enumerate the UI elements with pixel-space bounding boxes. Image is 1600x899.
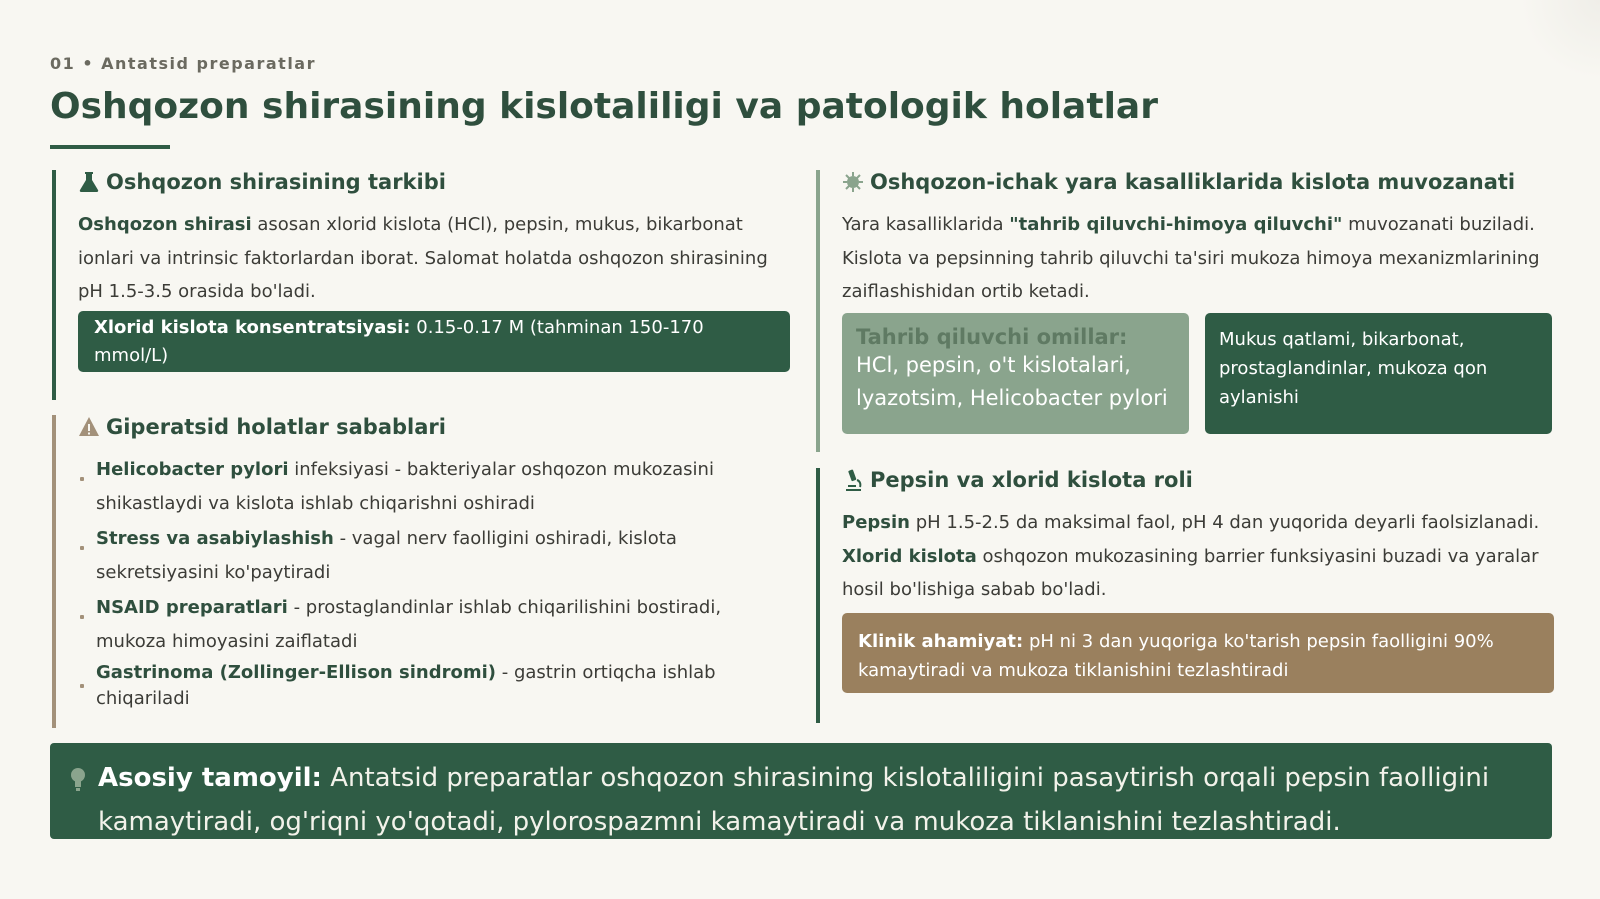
item-text: - vagal nerv faolligini oshiradi, kislota sekretsiyasini ko'paytiradi xyxy=(96,528,677,583)
item-text: - prostaglandinlar ishlab chiqarilishini bostiradi, mukoza himoyasini zaiflatadi xyxy=(96,597,722,652)
section-title: Oshqozon-ichak yara kasalliklarida kislota muvozanati xyxy=(870,170,1516,194)
section-ulcer-balance xyxy=(816,170,1582,452)
list-item xyxy=(78,591,776,658)
box-label: Klinik ahamiyat: xyxy=(858,630,1024,652)
lightbulb-icon xyxy=(70,763,86,789)
section-pepsin-role xyxy=(816,468,1582,723)
section-hyperacid-causes xyxy=(52,415,813,728)
box-value: pH ni 3 dan yuqoriga ko'tarish pepsin faolligini 90% kamaytiradi va mukoza tiklanishini tezlashtiradi xyxy=(858,630,1494,681)
section-title: Giperatsid holatlar sabablari xyxy=(106,415,446,439)
box-value: 0.15-0.17 M (tahminan 150-170 mmol/L) xyxy=(94,316,704,366)
title-underline xyxy=(50,145,170,149)
body-bold: Xlorid kislota xyxy=(842,545,977,567)
body-text: Yara kasalliklarida xyxy=(842,214,1010,235)
item-text: infeksiyasi - bakteriyalar oshqozon mukozasini shikastlaydi va kislota ishlab chiqarishni oshiradi xyxy=(96,459,714,514)
pepsin-text xyxy=(842,506,1572,607)
body-text: muvozanati buziladi. Kislota va pepsinning tahrib qiluvchi ta'siri mukoza himoya mexanizmlarining zaiflashishidan ortib ketadi. xyxy=(842,214,1540,302)
section-heading xyxy=(842,170,1582,194)
item-bold: Helicobacter pylori xyxy=(96,459,289,480)
box-label: Tahrib qiluvchi omillar: xyxy=(856,324,1128,349)
section-composition xyxy=(52,170,813,400)
item-text: - gastrin ortiqcha ishlab chiqariladi xyxy=(96,662,716,709)
section-heading xyxy=(78,170,813,194)
body-text: oshqozon mukozasining barrier funksiyasini buzadi va yaralar hosil bo'lishiga sabab bo'ladi. xyxy=(842,545,1539,600)
item-bold: Gastrinoma (Zollinger-Ellison sindromi) xyxy=(96,662,496,683)
section-heading xyxy=(842,468,1582,492)
lead-bold: Oshqozon shirasi xyxy=(78,214,252,235)
section-kicker: 01 • Antatsid preparatlar xyxy=(50,54,316,73)
principle-text: Antatsid preparatlar oshqozon shirasining kislotaliligini pasaytirish orqali pepsin faolligini kamaytiradi, og'riqni yo'qotadi, pylorospazmni kamaytiradi va mukoza tiklanishini tezlashtiradi. xyxy=(98,763,1490,837)
factor-boxes xyxy=(842,313,1582,434)
item-bold: Stress va asabiylashish xyxy=(96,528,334,549)
protective-factors-box: Mukus qatlami, bikarbonat, prostaglandinlar, mukoza qon aylanishi xyxy=(1205,313,1552,434)
section-title: Oshqozon shirasining tarkibi xyxy=(106,170,446,194)
box-label: Xlorid kislota konsentratsiyasi: xyxy=(94,316,411,338)
causes-list xyxy=(78,453,813,712)
hcl-concentration-box xyxy=(78,311,790,372)
list-item xyxy=(78,522,776,589)
body-text: asosan xlorid kislota (HCl), pepsin, mukus, bikarbonat ionlari va intrinsic faktorlardan iborat. Salomat holatda oshqozon shirasining pH 1.5-3.5 orasida bo'ladi. xyxy=(78,214,768,302)
damaging-factors-box xyxy=(842,313,1189,434)
warning-icon xyxy=(78,415,100,439)
section-heading xyxy=(78,415,813,439)
page-title: Oshqozon shirasining kislotaliligi va patologik holatlar xyxy=(50,86,1158,127)
principle-label: Asosiy tamoyil: xyxy=(98,763,322,793)
body-text: pH 1.5-2.5 da maksimal faol, pH 4 dan yuqorida deyarli faolsizlanadi. xyxy=(909,512,1540,533)
box-value: HCl, pepsin, o't kislotalari, lyazotsim, Helicobacter pylori xyxy=(856,352,1168,410)
corner-decoration xyxy=(1520,0,1600,80)
flask-icon xyxy=(78,170,100,194)
virus-icon xyxy=(842,170,864,194)
composition-text xyxy=(78,208,798,309)
list-item xyxy=(78,453,776,520)
clinical-significance-box xyxy=(842,613,1554,693)
item-bold: NSAID preparatlari xyxy=(96,597,288,618)
list-item xyxy=(78,660,776,712)
body-bold: Pepsin xyxy=(842,512,910,533)
ulcer-text xyxy=(842,208,1562,309)
key-principle-banner xyxy=(50,743,1552,839)
microscope-icon xyxy=(842,468,864,492)
section-title: Pepsin va xlorid kislota roli xyxy=(870,468,1193,492)
body-bold: "tahrib qiluvchi-himoya qiluvchi" xyxy=(1009,214,1343,235)
